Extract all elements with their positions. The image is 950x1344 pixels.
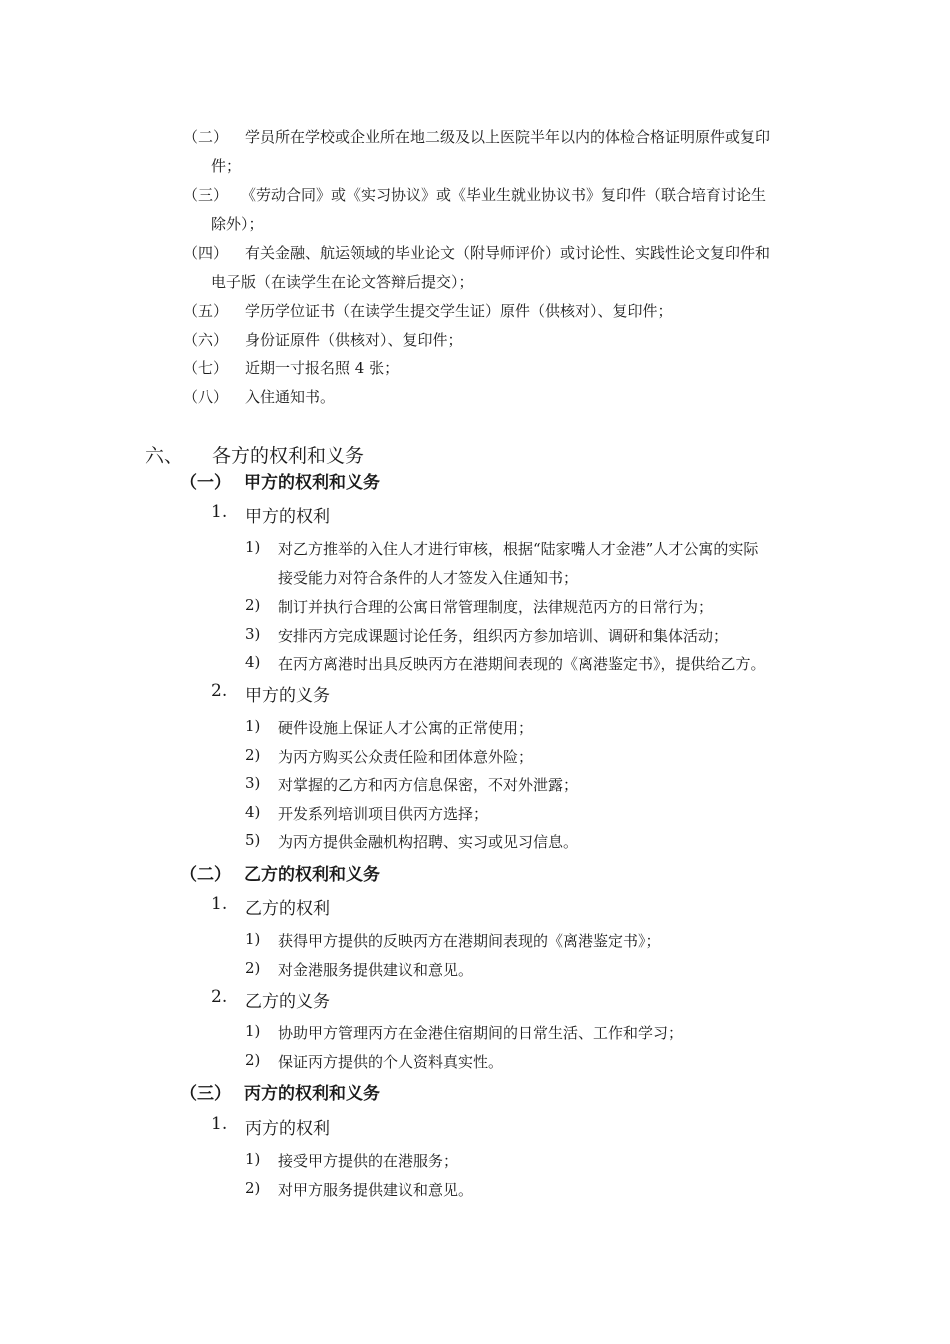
subsection-number: （三） bbox=[180, 1084, 231, 1104]
list-item-text: 硬件设施上保证人才公寓的正常使用； bbox=[278, 719, 534, 737]
list-item-number: 3) bbox=[245, 774, 261, 792]
list-item-text-continued: 电子版（在读学生在论文答辩后提交）； bbox=[211, 273, 474, 291]
list-item-number: 2) bbox=[245, 746, 261, 764]
list-item-text: 安排丙方完成课题讨论任务，组织丙方参加培训、调研和集体活动； bbox=[278, 627, 729, 645]
list-item-number: （八） bbox=[183, 388, 229, 406]
heading-title: 甲方的义务 bbox=[245, 686, 330, 706]
list-item-number: 1) bbox=[245, 1022, 261, 1040]
list-item-number: 1) bbox=[245, 538, 261, 556]
list-item-number: （四） bbox=[183, 244, 229, 262]
subsection-title: 乙方的权利和义务 bbox=[244, 865, 380, 885]
subsection-number: （二） bbox=[180, 865, 231, 885]
list-item-text: 为丙方购买公众责任险和团体意外险； bbox=[278, 748, 534, 766]
list-item-number: 2) bbox=[245, 1179, 261, 1197]
heading-title: 乙方的权利 bbox=[245, 899, 330, 919]
heading-number: 2. bbox=[211, 681, 228, 701]
list-item-number: 3) bbox=[245, 625, 261, 643]
list-item-text: 开发系列培训项目供丙方选择； bbox=[278, 805, 489, 823]
list-item-text-continued: 除外）； bbox=[211, 215, 264, 233]
list-item-number: 2) bbox=[245, 1051, 261, 1069]
list-item-text: 为丙方提供金融机构招聘、实习或见习信息。 bbox=[278, 833, 579, 851]
subsection-title: 丙方的权利和义务 bbox=[244, 1084, 380, 1104]
heading-title: 乙方的义务 bbox=[245, 992, 330, 1012]
list-item-text: 协助甲方管理丙方在金港住宿期间的日常生活、工作和学习； bbox=[278, 1024, 684, 1042]
list-item-number: 1) bbox=[245, 930, 261, 948]
list-item-text: 获得甲方提供的反映丙方在港期间表现的《离港鉴定书》； bbox=[278, 932, 661, 950]
list-item-text: 在丙方离港时出具反映丙方在港期间表现的《离港鉴定书》，提供给乙方。 bbox=[278, 655, 766, 673]
list-item-text: 《劳动合同》或《实习协议》或《毕业生就业协议书》复印件（联合培育讨论生 bbox=[241, 186, 767, 204]
list-item-text: 接受甲方提供的在港服务； bbox=[278, 1152, 459, 1170]
list-item-text: 对掌握的乙方和丙方信息保密，不对外泄露； bbox=[278, 776, 579, 794]
list-item-text: 学员所在学校或企业所在地二级及以上医院半年以内的体检合格证明原件或复印 bbox=[245, 128, 771, 146]
list-item-number: 5) bbox=[245, 831, 261, 849]
heading-number: 2. bbox=[211, 987, 228, 1007]
list-item-number: 2) bbox=[245, 596, 261, 614]
list-item-number: 1) bbox=[245, 717, 261, 735]
list-item-number: 1) bbox=[245, 1150, 261, 1168]
list-item-text: 对乙方推举的入住人才进行审核，根据“陆家嘴人才金港”人才公寓的实际 bbox=[278, 540, 759, 558]
list-item-text: 有关金融、航运领域的毕业论文（附导师评价）或讨论性、实践性论文复印件和 bbox=[245, 244, 771, 262]
subsection-number: （一） bbox=[180, 473, 231, 493]
subsection-title: 甲方的权利和义务 bbox=[244, 473, 380, 493]
list-item-number: （七） bbox=[183, 359, 229, 377]
list-item-text: 制订并执行合理的公寓日常管理制度，法律规范丙方的日常行为； bbox=[278, 598, 714, 616]
list-item-text: 身份证原件（供核对）、复印件； bbox=[245, 331, 463, 349]
list-item-text-continued: 接受能力对符合条件的人才签发入住通知书； bbox=[278, 569, 579, 587]
heading-number: 1. bbox=[211, 1114, 228, 1134]
list-item-text: 保证丙方提供的个人资料真实性。 bbox=[278, 1053, 504, 1071]
list-item-text: 对甲方服务提供建议和意见。 bbox=[278, 1181, 474, 1199]
section-title: 各方的权利和义务 bbox=[212, 445, 365, 467]
list-item-number: （六） bbox=[183, 331, 229, 349]
list-item-text: 对金港服务提供建议和意见。 bbox=[278, 961, 474, 979]
heading-number: 1. bbox=[211, 894, 228, 914]
list-item-number: 2) bbox=[245, 959, 261, 977]
list-item-text: 入住通知书。 bbox=[245, 388, 336, 406]
list-item-number: （二） bbox=[183, 128, 229, 146]
section-number: 六、 bbox=[145, 445, 184, 467]
list-item-number: 4) bbox=[245, 803, 261, 821]
list-item-number: （五） bbox=[183, 302, 229, 320]
heading-title: 丙方的权利 bbox=[245, 1119, 330, 1139]
list-item-number: 4) bbox=[245, 653, 261, 671]
list-item-number: （三） bbox=[183, 186, 229, 204]
list-item-text-continued: 件； bbox=[211, 157, 242, 175]
list-item-text: 学历学位证书（在读学生提交学生证）原件（供核对）、复印件； bbox=[245, 302, 673, 320]
list-item-text: 近期一寸报名照 4 张； bbox=[245, 359, 400, 377]
heading-title: 甲方的权利 bbox=[245, 507, 330, 527]
heading-number: 1. bbox=[211, 502, 228, 522]
